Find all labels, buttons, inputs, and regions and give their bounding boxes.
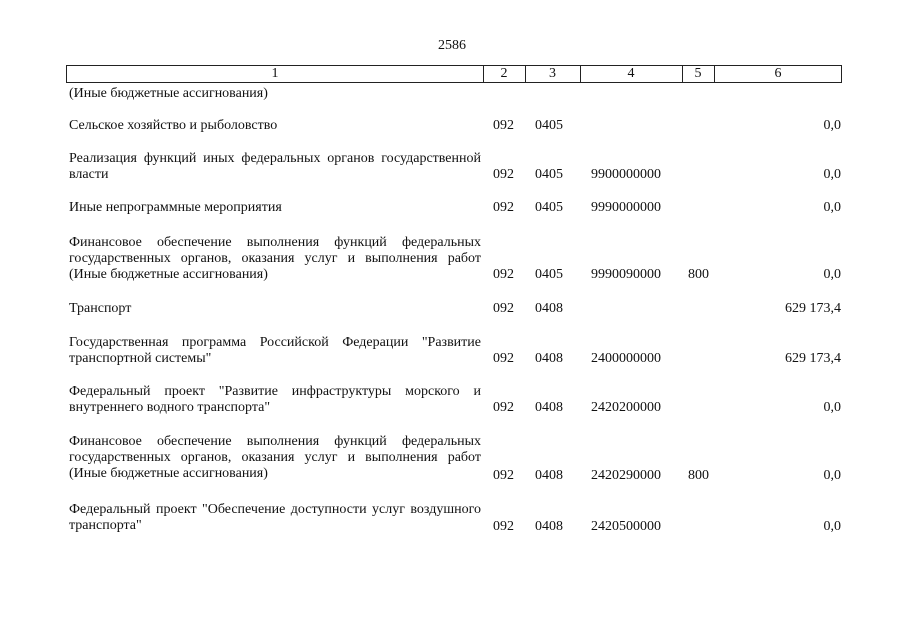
row-gr: 092 bbox=[493, 400, 514, 415]
row-vr: 800 bbox=[688, 468, 709, 483]
row-csr: 2420200000 bbox=[591, 400, 661, 415]
header-col-3: 3 bbox=[549, 66, 556, 81]
header-col-5: 5 bbox=[694, 66, 702, 81]
row-name: Сельское хозяйство и рыболовство bbox=[69, 118, 278, 133]
row-rz: 0408 bbox=[535, 400, 563, 415]
row-gr: 092 bbox=[493, 267, 514, 282]
row-rz: 0408 bbox=[535, 301, 563, 316]
row-name: Государственная программа Российской Федерации "Развитие транспортной системы" bbox=[69, 335, 481, 366]
row-name: Иные непрограммные мероприятия bbox=[69, 200, 282, 215]
row-csr: 2420500000 bbox=[591, 519, 661, 534]
row-csr: 9990000000 bbox=[591, 200, 661, 215]
row-sum: 0,0 bbox=[823, 118, 841, 133]
row-rz: 0408 bbox=[535, 519, 563, 534]
row-rz: 0408 bbox=[535, 351, 563, 366]
row-rz: 0405 bbox=[535, 118, 563, 133]
page-number: 2586 bbox=[438, 38, 466, 53]
row-sum: 0,0 bbox=[823, 267, 841, 282]
row-sum: 629 173,4 bbox=[785, 301, 841, 316]
header-col-4: 4 bbox=[627, 66, 635, 81]
row-rz: 0405 bbox=[535, 167, 563, 182]
row-vr: 800 bbox=[688, 267, 709, 282]
row-gr: 092 bbox=[493, 468, 514, 483]
row-sum: 0,0 bbox=[823, 468, 841, 483]
row-name: Финансовое обеспечение выполнения функций федеральных государственных органов, оказания услуг и выполнения работ (Иные бюджетные ассигнования) bbox=[69, 434, 481, 481]
row-name: Реализация функций иных федеральных органов государственной власти bbox=[69, 151, 481, 182]
row-gr: 092 bbox=[493, 301, 514, 316]
row-gr: 092 bbox=[493, 351, 514, 366]
row-csr: 9990090000 bbox=[591, 267, 661, 282]
header-col-1: 1 bbox=[271, 66, 279, 81]
header-col-2: 2 bbox=[500, 66, 508, 81]
row-sum: 629 173,4 bbox=[785, 351, 841, 366]
row-gr: 092 bbox=[493, 118, 514, 133]
row-gr: 092 bbox=[493, 200, 514, 215]
row-sum: 0,0 bbox=[823, 167, 841, 182]
table-header bbox=[66, 65, 842, 83]
row-name: Транспорт bbox=[69, 301, 132, 316]
row-sum: 0,0 bbox=[823, 519, 841, 534]
row-name: Финансовое обеспечение выполнения функций федеральных государственных органов, оказания услуг и выполнения работ (Иные бюджетные ассигнования) bbox=[69, 235, 481, 282]
header-col-6: 6 bbox=[774, 66, 782, 81]
row-name: Федеральный проект "Развитие инфраструктуры морского и внутреннего водного транспорта" bbox=[69, 384, 481, 415]
row-gr: 092 bbox=[493, 167, 514, 182]
row-rz: 0405 bbox=[535, 267, 563, 282]
row-sum: 0,0 bbox=[823, 400, 841, 415]
row-name: Федеральный проект "Обеспечение доступности услуг воздушного транспорта" bbox=[69, 502, 481, 533]
row-csr: 2420290000 bbox=[591, 468, 661, 483]
row-gr: 092 bbox=[493, 519, 514, 534]
row-csr: 9900000000 bbox=[591, 167, 661, 182]
row-name: (Иные бюджетные ассигнования) bbox=[69, 86, 268, 101]
row-csr: 2400000000 bbox=[591, 351, 661, 366]
row-rz: 0405 bbox=[535, 200, 563, 215]
row-sum: 0,0 bbox=[823, 200, 841, 215]
row-rz: 0408 bbox=[535, 468, 563, 483]
